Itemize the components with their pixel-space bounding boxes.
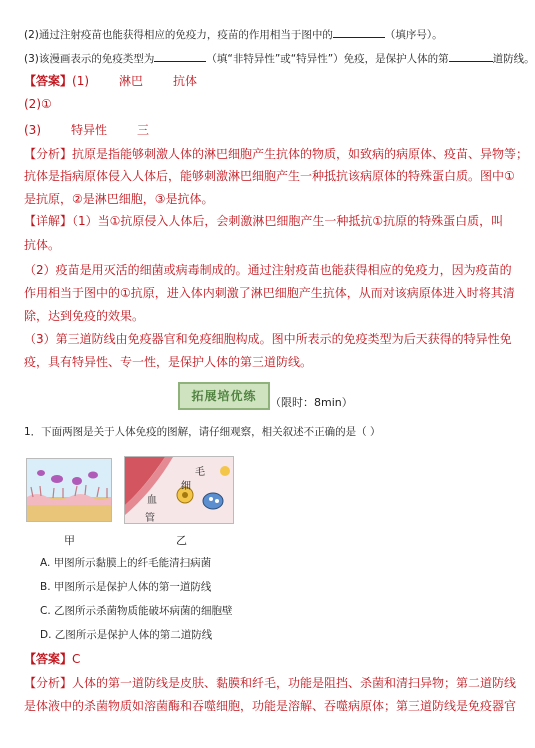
answer-value: C xyxy=(72,652,81,666)
answer-3b: 三 xyxy=(137,123,150,137)
analysis-line: 抗体是指病原体侵入人体后，能够刺激淋巴细胞产生一种抵抗该病原体的特殊蛋白质。图中① xyxy=(24,169,515,183)
answer-num: (1) xyxy=(72,74,90,88)
analysis-line: 是抗原，②是淋巴细胞，③是抗体。 xyxy=(24,192,214,206)
answer-1b: 抗体 xyxy=(173,74,198,88)
label-mao: 毛 xyxy=(195,467,205,478)
time-limit: （限时：8min） xyxy=(270,396,353,409)
question-2 xyxy=(24,26,512,43)
answer-tag: 【答案】 xyxy=(24,74,73,88)
figure-yi xyxy=(124,456,234,524)
answer-tag: 【答案】 xyxy=(24,652,73,666)
detail-line: 除，达到免疫的效果。 xyxy=(24,309,145,323)
question-1: 1．下面两图是关于人体免疫的图解，请仔细观察，相关叙述不正确的是（ ） xyxy=(24,426,381,438)
question-2-text: (2)通过注射疫苗也能获得相应的免疫力，疫苗的作用相当于图中的 xyxy=(24,29,333,41)
question-3-text: (3)该漫画表示的免疫类型为 xyxy=(24,53,155,65)
analysis2-line: 是体液中的杀菌物质如溶菌酶和吞噬细胞，功能是溶解、吞噬病原体；第三道防线是免疫器官 xyxy=(24,699,517,713)
detail-line: 疫，具有特异性、专一性，是保护人体的第三道防线。 xyxy=(24,355,313,369)
answer-line-2: (2)① xyxy=(24,97,52,111)
answer-blank[interactable] xyxy=(449,50,493,62)
mucosa-illustration xyxy=(27,459,111,521)
option-a[interactable]: A. 甲图所示黏膜上的纤毛能清扫病菌 xyxy=(40,557,212,569)
question-2-suffix: （填序号）。 xyxy=(384,29,443,41)
detail-line: （3）第三道防线由免疫器官和免疫细胞构成。图中所表示的免疫类型为后天获得的特异性免 xyxy=(24,332,512,346)
answer-blank[interactable] xyxy=(154,50,206,62)
detail-line: 抗体。 xyxy=(24,238,61,252)
figure-label-yi: 乙 xyxy=(176,534,187,547)
figure-jia xyxy=(26,458,112,522)
detail-line: （2）疫苗是用灭活的细菌或病毒制成的。通过注射疫苗也能获得相应的免疫力，因为疫苗的 xyxy=(24,263,512,277)
label-xi: 细 xyxy=(181,481,191,492)
label-xue: 血 xyxy=(147,495,157,506)
detail-line: 作用相当于图中的①抗原，进入体内刺激了淋巴细胞产生抗体，从而对该病原体进入时将其清 xyxy=(24,286,515,300)
answer-blank[interactable] xyxy=(333,26,385,38)
answer-3a: 特异性 xyxy=(71,123,108,137)
question-3-suffix: 道防线。 xyxy=(492,53,535,65)
answer-num: (3) xyxy=(24,123,41,137)
section-banner: 拓展培优练 xyxy=(178,382,270,410)
blood-vessel-illustration xyxy=(125,457,233,523)
question-3 xyxy=(24,50,535,67)
answer-line-1 xyxy=(24,73,512,89)
option-c[interactable]: C. 乙图所示杀菌物质能破坏病菌的细胞壁 xyxy=(40,605,233,617)
label-guan: 管 xyxy=(145,513,155,524)
answer-q1 xyxy=(24,651,512,667)
answer-1a: 淋巴 xyxy=(119,74,144,88)
option-b[interactable]: B. 甲图所示是保护人体的第一道防线 xyxy=(40,581,212,593)
option-d[interactable]: D. 乙图所示是保护人体的第二道防线 xyxy=(40,629,213,641)
answer-line-3 xyxy=(24,122,512,138)
figure-label-jia: 甲 xyxy=(64,534,75,547)
analysis2-line: 【分析】人体的第一道防线是皮肤、黏膜和纤毛，功能是阻挡、杀菌和清扫异物；第二道防线 xyxy=(24,676,517,690)
question-3-mid: （填“非特异性”或“特异性”）免疫，是保护人体的第 xyxy=(206,53,449,65)
analysis-line: 【分析】抗原是指能够刺激人体的淋巴细胞产生抗体的物质，如致病的病原体、疫苗、异物等； xyxy=(24,147,529,161)
detail-line: 【详解】（1）当①抗原侵入人体后，会刺激淋巴细胞产生一种抵抗①抗原的特殊蛋白质，叫 xyxy=(24,214,504,228)
